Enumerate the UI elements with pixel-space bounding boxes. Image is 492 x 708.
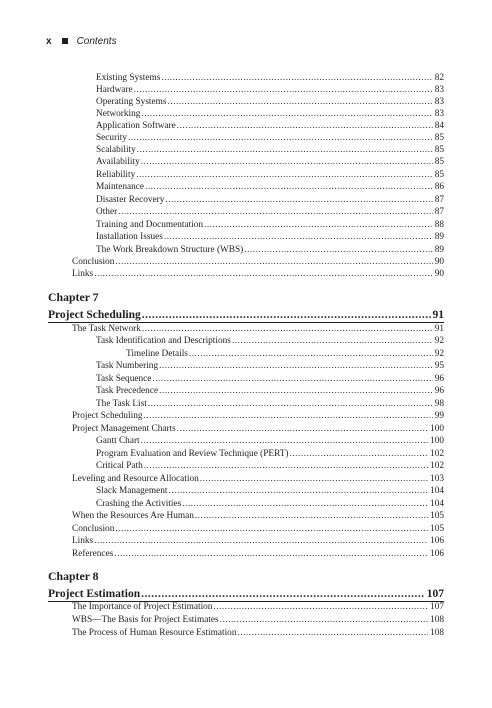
- toc-entry-page: 104: [430, 486, 444, 496]
- toc-entry-label: Project Management Charts: [72, 424, 176, 434]
- toc-entry-label: The Process of Human Resource Estimation: [72, 628, 237, 638]
- toc-entry[interactable]: [96, 231, 444, 243]
- toc-entry-page: 88: [434, 220, 444, 230]
- dot-leader: [237, 627, 428, 639]
- square-bullet-icon: [62, 38, 68, 44]
- toc-entry-label: Slack Management: [96, 486, 168, 496]
- toc-entry-label: Existing Systems: [96, 73, 161, 83]
- toc-entry-label: Links: [72, 536, 94, 546]
- toc-entry-label: Task Sequence: [96, 374, 152, 384]
- toc-entry[interactable]: [96, 96, 444, 108]
- toc-entry-page: 91: [432, 309, 444, 321]
- toc-entry[interactable]: [72, 548, 444, 560]
- toc-entry-label: Gantt Chart: [96, 436, 140, 446]
- dot-leader: [290, 448, 429, 460]
- dot-leader: [220, 614, 428, 626]
- dot-leader: [94, 535, 428, 547]
- toc-entry-page: 108: [430, 628, 444, 638]
- toc-entry[interactable]: [96, 498, 444, 510]
- toc-entry-label: Disaster Recovery: [96, 195, 165, 205]
- dot-leader: [148, 398, 433, 410]
- toc-entry-page: 85: [434, 157, 444, 167]
- dot-leader: [141, 108, 432, 120]
- running-header: [46, 34, 117, 48]
- dot-leader: [204, 219, 433, 231]
- dot-leader: [200, 473, 428, 485]
- dot-leader: [161, 72, 432, 84]
- toc-entry-page: 102: [430, 461, 444, 471]
- toc-entry-label: The Work Breakdown Structure (WBS): [96, 245, 244, 255]
- dot-leader: [169, 485, 429, 497]
- toc-entry-page: 85: [434, 145, 444, 155]
- toc-entry[interactable]: [96, 373, 444, 385]
- toc-entry-label: Maintenance: [96, 182, 145, 192]
- toc-entry[interactable]: [96, 84, 444, 96]
- toc-entry[interactable]: [96, 206, 444, 218]
- toc-entry-page: 90: [434, 269, 444, 279]
- chapter-heading: Chapter 8: [48, 569, 99, 583]
- toc-entry[interactable]: [96, 435, 444, 447]
- toc-entry-page: 104: [430, 499, 444, 509]
- toc-entry-label: Operating Systems: [96, 97, 167, 107]
- toc-entry-label: Project Estimation: [48, 588, 141, 600]
- toc-entry-label: Other: [96, 207, 118, 217]
- toc-entry-page: 91: [434, 324, 444, 334]
- toc-entry-label: Program Evaluation and Review Technique (PERT): [96, 449, 289, 459]
- toc-entry-label: The Task Network: [72, 324, 141, 334]
- dot-leader: [177, 120, 433, 132]
- toc-entry[interactable]: [96, 120, 444, 132]
- toc-entry[interactable]: [72, 614, 444, 626]
- toc-entry-label: Task Identification and Descriptions: [96, 336, 231, 346]
- toc-entry[interactable]: [72, 535, 444, 547]
- dot-leader: [244, 244, 432, 256]
- toc-entry-page: 102: [430, 449, 444, 459]
- dot-leader: [189, 348, 433, 360]
- toc-entry-label: Conclusion: [72, 257, 115, 267]
- toc-entry-label: Application Software: [96, 121, 176, 131]
- toc-entry[interactable]: [96, 335, 444, 347]
- dot-leader: [136, 169, 432, 181]
- toc-entry-label: Security: [96, 133, 127, 143]
- toc-entry-label: Task Precedence: [96, 386, 159, 396]
- toc-entry[interactable]: [72, 601, 444, 613]
- toc-entry-label: Networking: [96, 109, 141, 119]
- toc-entry-label: Availability: [96, 157, 140, 167]
- toc-entry-page: 83: [434, 85, 444, 95]
- toc-entry-label: WBS—The Basis for Project Estimates: [72, 615, 219, 625]
- toc-entry[interactable]: [96, 72, 444, 84]
- toc-entry-page: 99: [434, 411, 444, 421]
- toc-entry[interactable]: [72, 510, 444, 522]
- dot-leader: [144, 460, 428, 472]
- toc-entry-label: Project Scheduling: [48, 309, 141, 321]
- dot-leader: [159, 385, 433, 397]
- toc-entry[interactable]: [72, 410, 444, 422]
- toc-entry-label: Conclusion: [72, 524, 115, 534]
- toc-entry-label: When the Resources Are Human: [72, 511, 194, 521]
- toc-entry[interactable]: [96, 144, 444, 156]
- dot-leader: [165, 194, 432, 206]
- dot-leader: [134, 84, 433, 96]
- toc-entry-page: 105: [430, 524, 444, 534]
- toc-entry[interactable]: [96, 360, 444, 372]
- toc-entry-label: Hardware: [96, 85, 133, 95]
- toc-entry[interactable]: [96, 398, 444, 410]
- toc-entry-page: 84: [434, 121, 444, 131]
- toc-entry-label: Leveling and Resource Allocation: [72, 474, 199, 484]
- toc-entry[interactable]: [72, 523, 444, 535]
- dot-leader: [114, 548, 428, 560]
- dot-leader: [115, 523, 428, 535]
- toc-entry-label: References: [72, 549, 114, 559]
- toc-entry-page: 92: [434, 349, 444, 359]
- toc-entry-page: 90: [434, 257, 444, 267]
- toc-entry[interactable]: [72, 256, 444, 268]
- toc-entry[interactable]: [96, 460, 444, 472]
- dot-leader: [159, 360, 433, 372]
- page-number: x: [46, 35, 52, 47]
- toc-entry[interactable]: [72, 473, 444, 485]
- dot-leader: [168, 96, 433, 108]
- toc-entry-page: 86: [434, 182, 444, 192]
- toc-entry-page: 92: [434, 336, 444, 346]
- dot-leader: [232, 335, 433, 347]
- toc-entry-page: 103: [430, 474, 444, 484]
- toc-entry-page: 100: [430, 436, 444, 446]
- toc-entry[interactable]: [126, 348, 444, 360]
- toc-entry-page: 96: [434, 374, 444, 384]
- toc-entry[interactable]: [96, 132, 444, 144]
- toc-entry-page: 107: [426, 588, 444, 600]
- toc-entry-label: Critical Path: [96, 461, 143, 471]
- toc-entry-label: The Importance of Project Estimation: [72, 602, 213, 612]
- dot-leader: [141, 435, 428, 447]
- toc-entry-page: 96: [434, 386, 444, 396]
- toc-entry[interactable]: [96, 244, 444, 256]
- dot-leader: [118, 206, 433, 218]
- chapter-title-entry[interactable]: [48, 587, 444, 601]
- dot-leader: [213, 601, 428, 613]
- toc-entry-page: 98: [434, 399, 444, 409]
- toc-entry-label: Scalability: [96, 145, 136, 155]
- dot-leader: [142, 323, 433, 335]
- toc-entry-label: Task Numbering: [96, 361, 159, 371]
- running-header-title: Contents: [76, 35, 117, 47]
- chapter-title-entry[interactable]: [48, 308, 444, 322]
- dot-leader: [128, 132, 433, 144]
- toc-entry-label: Training and Documentation: [96, 220, 204, 230]
- dot-leader: [94, 268, 433, 280]
- toc-entry[interactable]: [96, 169, 444, 181]
- chapter-heading: Chapter 7: [48, 290, 99, 304]
- dot-leader: [152, 373, 432, 385]
- toc-entry-page: 95: [434, 361, 444, 371]
- toc-entry-page: 83: [434, 109, 444, 119]
- dot-leader: [137, 144, 433, 156]
- dot-leader: [177, 423, 428, 435]
- dot-leader: [141, 156, 433, 168]
- toc-entry[interactable]: [96, 108, 444, 120]
- toc-entry[interactable]: [72, 627, 444, 639]
- toc-entry-page: 105: [430, 511, 444, 521]
- toc-entry[interactable]: [96, 194, 444, 206]
- toc-entry[interactable]: [72, 323, 444, 335]
- dot-leader: [141, 587, 425, 601]
- dot-leader: [182, 498, 428, 510]
- toc-entry[interactable]: [72, 268, 444, 280]
- toc-entry[interactable]: [96, 385, 444, 397]
- toc-entry-label: Project Scheduling: [72, 411, 143, 421]
- toc-entry-page: 82: [434, 73, 444, 83]
- toc-entry-page: 83: [434, 97, 444, 107]
- toc-entry-label: The Task List: [96, 399, 147, 409]
- toc-entry-label: Reliability: [96, 170, 136, 180]
- dot-leader: [115, 256, 432, 268]
- dot-leader: [145, 181, 433, 193]
- toc-entry-page: 85: [434, 170, 444, 180]
- toc-entry-page: 89: [434, 245, 444, 255]
- toc-entry-page: 87: [434, 195, 444, 205]
- toc-entry-page: 87: [434, 207, 444, 217]
- toc-entry-label: Crashing the Activities: [96, 499, 182, 509]
- toc-entry-page: 108: [430, 615, 444, 625]
- toc-entry-page: 106: [430, 536, 444, 546]
- toc-entry[interactable]: [96, 181, 444, 193]
- toc-entry-page: 107: [430, 602, 444, 612]
- toc-entry-label: Links: [72, 269, 94, 279]
- dot-leader: [144, 410, 433, 422]
- toc-entry-page: 89: [434, 232, 444, 242]
- dot-leader: [195, 510, 428, 522]
- toc-entry[interactable]: [96, 219, 444, 231]
- toc-entry[interactable]: [72, 423, 444, 435]
- toc-entry[interactable]: [96, 156, 444, 168]
- toc-entry-page: 85: [434, 133, 444, 143]
- toc-entry-label: Timeline Details: [126, 349, 188, 359]
- dot-leader: [164, 231, 433, 243]
- toc-entry-page: 100: [430, 424, 444, 434]
- toc-entry[interactable]: [96, 485, 444, 497]
- dot-leader: [142, 308, 431, 322]
- toc-entry-label: Installation Issues: [96, 232, 163, 242]
- toc-entry[interactable]: [96, 448, 444, 460]
- toc-entry-page: 106: [430, 549, 444, 559]
